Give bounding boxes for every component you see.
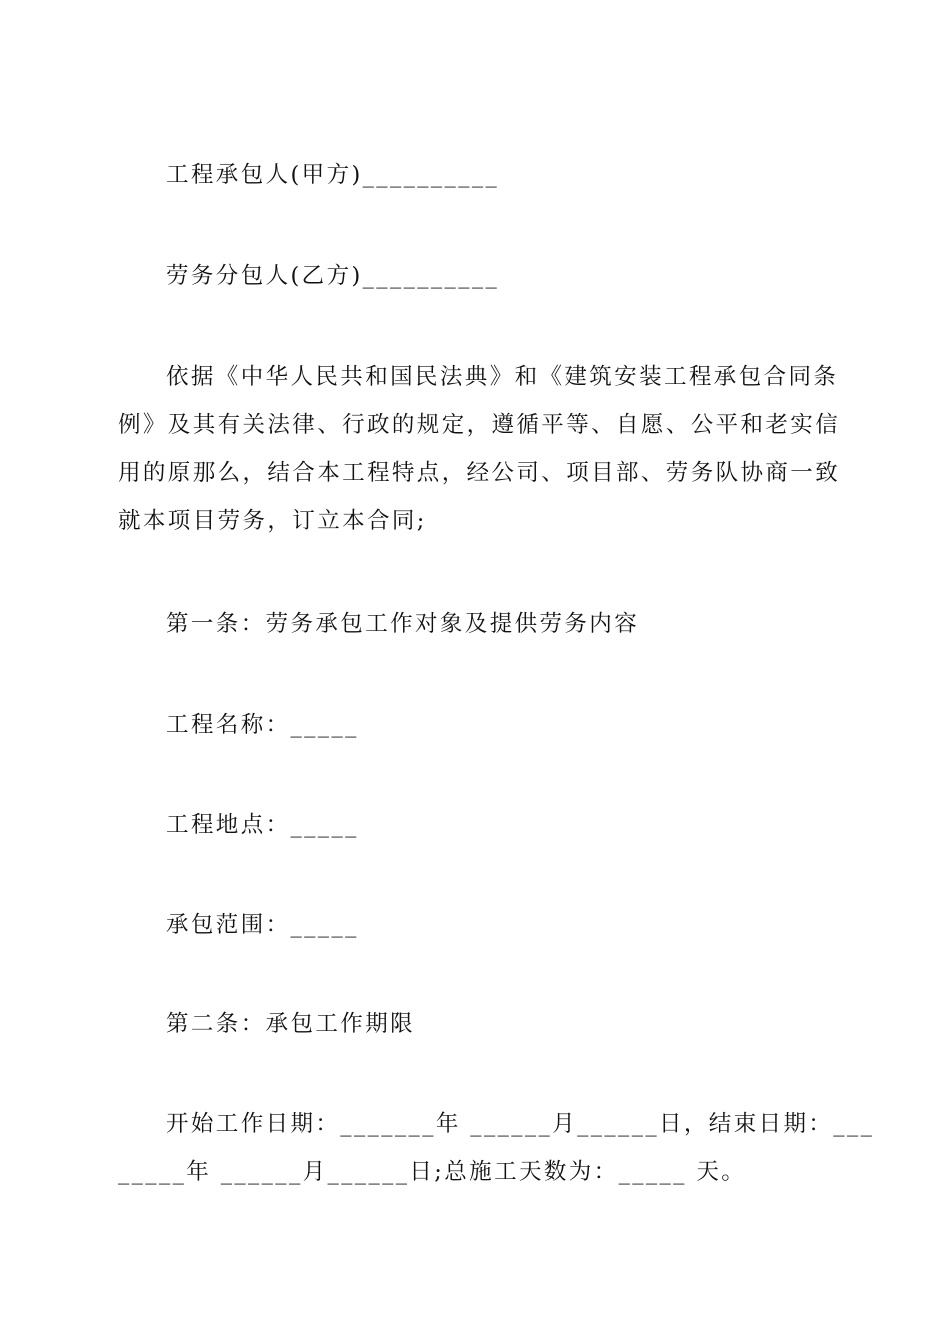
schedule-line-2: _____年 ______月______日;总施工天数为：_____ 天。 <box>118 1159 747 1185</box>
contract-scope-line: 承包范围：_____ <box>166 912 359 938</box>
party-b-line: 劳务分包人(乙方)__________ <box>166 263 500 289</box>
project-location-line: 工程地点：_____ <box>166 812 359 838</box>
preamble-line-3: 用的原那么，结合本工程特点，经公司、项目部、劳务队协商一致 <box>118 460 841 486</box>
article-1-heading: 第一条：劳务承包工作对象及提供劳务内容 <box>166 611 640 637</box>
preamble-line-4: 就本项目劳务，订立本合同; <box>118 508 427 534</box>
schedule-line-1: 开始工作日期：_______年 ______月______日，结束日期：___ <box>166 1111 875 1137</box>
party-a-line: 工程承包人(甲方)__________ <box>166 162 500 188</box>
preamble-line-1: 依据《中华人民共和国民法典》和《建筑安装工程承包合同条 <box>166 364 839 390</box>
preamble-line-2: 例》及其有关法律、行政的规定，遵循平等、自愿、公平和老实信 <box>118 412 841 438</box>
article-2-heading: 第二条：承包工作期限 <box>166 1011 416 1037</box>
project-name-line: 工程名称：_____ <box>166 712 359 738</box>
